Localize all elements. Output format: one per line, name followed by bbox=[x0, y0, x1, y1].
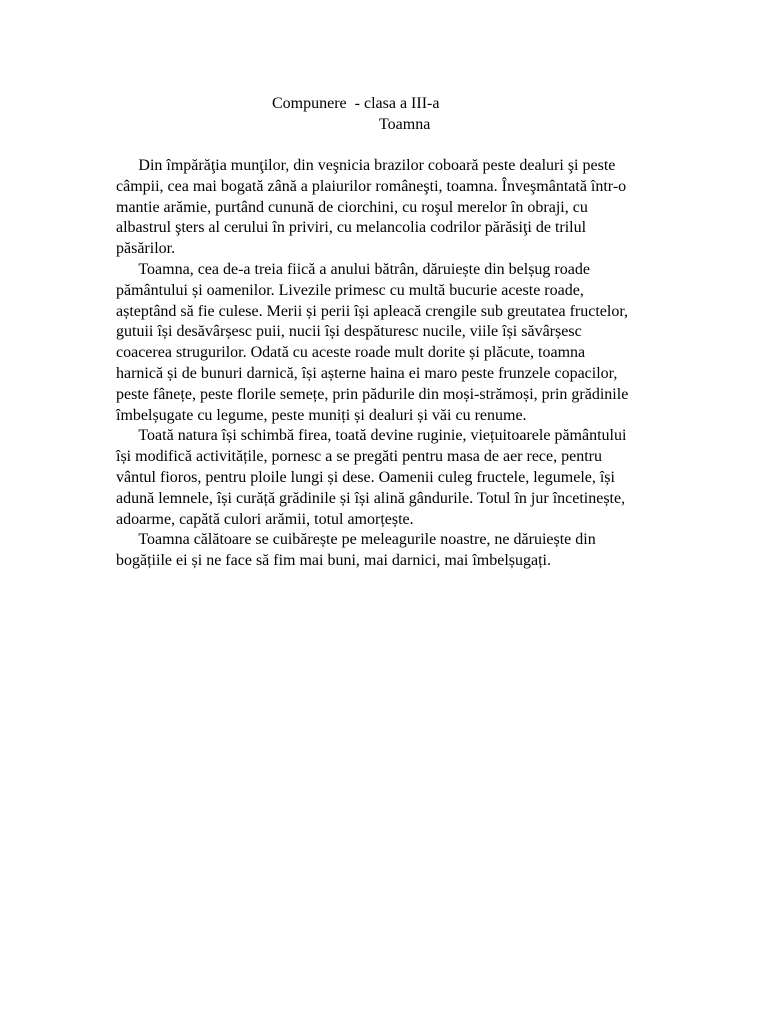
text-line: câmpii, cea mai bogată zână a plaiurilor româneşti, toamna. Înveşmântată într-o bbox=[116, 177, 627, 195]
text-line: albastrul şters al cerului în priviri, cu melancolia codrilor părăsiţi de trilul bbox=[116, 219, 587, 237]
text-line: își modifică activitățile, pornesc a se pregăti pentru masa de aer rece, pentru bbox=[116, 448, 603, 466]
text-line: Toată natura își schimbă firea, toată devine ruginie, viețuitoarele pământului bbox=[138, 427, 627, 445]
composition-text bbox=[116, 156, 682, 572]
text-line: îmbelșugate cu legume, peste muniți și dealuri și văi cu renume. bbox=[116, 406, 527, 424]
text-line: bogățiile ei și ne face să fim mai buni, mai darnici, mai îmbelșugați. bbox=[116, 552, 551, 570]
text-line: vântul fioros, pentru ploile lungi și dese. Oamenii culeg fructele, legumele, își bbox=[116, 468, 615, 486]
text-line: Din împărăţia munţilor, din veşnicia brazilor coboară peste dealuri şi peste bbox=[138, 157, 616, 174]
text-line: harnică și de bunuri darnică, își așterne haina ei maro peste frunzele copacilor, bbox=[116, 364, 618, 382]
text-line: peste fânețe, peste florile semețe, prin pădurile din moși-strămoși, prin grădinile bbox=[116, 385, 629, 403]
text-line: pământului și oamenilor. Livezile primesc cu multă bucurie aceste roade, bbox=[116, 281, 584, 299]
text-line: adoarme, capătă culori arămii, totul amorțește. bbox=[116, 510, 414, 528]
document-title: Compunere - clasa a III-a bbox=[272, 95, 440, 112]
text-line: adună lemnele, își curăță grădinile și își alină gândurile. Totul în jur încetinește, bbox=[116, 489, 626, 507]
document-subtitle: Toamna bbox=[379, 116, 431, 133]
paragraph-2 bbox=[116, 260, 682, 426]
paragraph-1 bbox=[116, 156, 682, 260]
text-line: mantie arămie, purtând cunună de ciorchini, cu roşul merelor în obraji, cu bbox=[116, 198, 588, 216]
paragraph-4 bbox=[116, 530, 682, 572]
text-line: coacerea strugurilor. Odată cu aceste roade mult dorite și plăcute, toamna bbox=[116, 344, 586, 362]
text-line: păsărilor. bbox=[116, 240, 176, 258]
text-line: gutuii își desăvârșesc puii, nucii își despăturesc nucile, viile își săvârșesc bbox=[116, 323, 582, 341]
text-line: Toamna, cea de-a treia fiică a anului bătrân, dăruiește din belșug roade bbox=[138, 260, 590, 278]
text-line: Toamna călătoare se cuibărește pe meleagurile noastre, ne dăruiește din bbox=[138, 531, 596, 549]
text-line: așteptând să fie culese. Merii și perii își apleacă crengile sub greutatea fructelor, bbox=[116, 302, 629, 320]
paragraph-3 bbox=[116, 426, 682, 530]
